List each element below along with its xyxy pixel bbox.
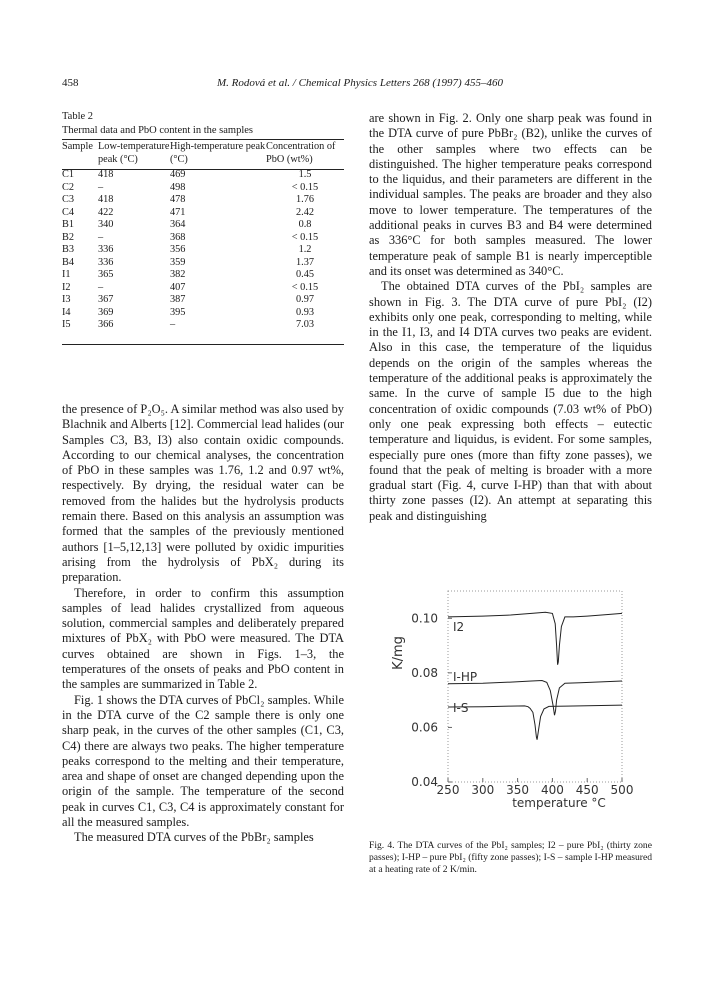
table-row — [62, 219, 344, 232]
table-row — [62, 169, 344, 182]
table-cell: 7.03 — [295, 319, 315, 330]
table-cell: 364 — [170, 219, 186, 230]
table-row — [62, 294, 344, 307]
table-row — [62, 282, 344, 295]
table-cell: B3 — [62, 244, 75, 255]
table-cell: 0.93 — [295, 306, 315, 318]
table-cell: 1.5 — [298, 169, 312, 180]
y-axis-label: K/mg — [391, 636, 406, 670]
column-header: Sample — [62, 141, 93, 152]
x-tick-label: 500 — [610, 783, 634, 797]
table-cell: 418 — [98, 169, 114, 180]
table-cell: C1 — [62, 169, 75, 180]
x-tick-label: 250 — [436, 783, 460, 797]
thermal-data-table — [62, 139, 344, 332]
table-cell: I4 — [62, 306, 71, 318]
running-head: M. Rodová et al. / Chemical Physics Letters 268 (1997) 455–460 — [217, 77, 503, 89]
table-row — [62, 269, 344, 282]
paragraph: The obtained DTA curves of the PbI₂ samples are shown in Fig. 3. The DTA curve of pure PbI₂ (I2) exhibits only one peak, corresponding to melting, while in the I1, I3, and I4 DTA curves two peaks are evident. Also in this case, the temperature of the liquidus depends on the origin of the samples whereas the temperature of the additional peaks is approximately the same. In the curve of sample I5 due to the high concentration of oxidic compounds (7.03 wt% of PbO) only one peak expressing both effects – eutectic temperature and liquidus, is evident. For some samples, especially pure ones (more than fifty zone passes), we found that the peak of melting is broader with a more gradual start (Fig. 4, curve I-HP) than that with about thirty zone passes (I2). An attempt at separating this peak and distinguishing — [369, 279, 652, 523]
series-label: I2 — [453, 619, 465, 634]
y-tick-label: 0.04 — [411, 775, 438, 789]
table-cell: < 0.15 — [291, 281, 319, 293]
series-label: I-S — [453, 700, 469, 715]
table-cell: 471 — [170, 206, 186, 218]
x-tick-label: 450 — [575, 783, 599, 797]
table-cell: B1 — [62, 219, 75, 230]
table-cell: 0.8 — [298, 219, 312, 230]
table-cell: 356 — [170, 244, 186, 255]
table-cell: – — [170, 319, 176, 330]
table-cell: 336 — [98, 256, 114, 268]
table-row — [62, 244, 344, 257]
table-row — [62, 257, 344, 270]
table-cell: C4 — [62, 206, 75, 218]
table-cell: 422 — [98, 206, 114, 218]
table-cell: 0.97 — [295, 294, 315, 305]
series-line-i-s — [448, 705, 622, 740]
paragraph: the presence of P₂O₅. A similar method was also used by Blachnik and Alberts [12]. Commercial lead halides (our Samples C3, B3, I3) also contain oxidic compounds. According to our chemical analyses, the concentration of PbO in these samples was 1.76, 1.2 and 0.97 wt%, respectively. By drying, the residual water can be removed from the halides but the hydrolysis products remain there. Based on this analysis an assumption was formed that the samples of the previously mentioned authors [1–5,12,13] were polluted by oxidic impurities arising from the hydrolysis of PbX₂ during its preparation. — [62, 402, 344, 585]
table-row — [62, 232, 344, 245]
series-label: I-HP — [453, 669, 478, 684]
table-cell: B2 — [62, 231, 75, 243]
table-cell: 407 — [170, 281, 186, 293]
table-cell: 1.76 — [295, 194, 315, 205]
table-body — [62, 169, 344, 332]
column-header: Concentration of PbO (wt%) — [266, 141, 336, 165]
column-header: High-temperature peak (°C) — [170, 141, 266, 165]
table-cell: 478 — [170, 194, 186, 205]
table-caption: Thermal data and PbO content in the samples — [62, 125, 253, 136]
table-cell: C2 — [62, 181, 75, 193]
table-cell: 366 — [98, 319, 114, 330]
table-label: Table 2 — [62, 111, 94, 122]
table-row — [62, 307, 344, 320]
table-cell: 367 — [98, 294, 114, 305]
table-row — [62, 319, 344, 332]
table-cell: B4 — [62, 256, 75, 268]
table-cell: 359 — [170, 256, 186, 268]
table-cell: < 0.15 — [291, 231, 319, 243]
table-cell: – — [98, 281, 104, 293]
table-cell: – — [98, 181, 104, 193]
dta-curves-figure — [369, 585, 652, 810]
table-cell: 498 — [170, 181, 186, 193]
paragraph: are shown in Fig. 2. Only one sharp peak was found in the DTA curve of pure PbBr₂ (B2), unlike the curves of the other samples where two effects can be distinguished. The higher temperature peaks correspond to the liquidus, and their parameters are different in the individual samples. The peaks are broader and they also move to lower temperature. The temperatures of the additional peaks in curves B3 and B4 were determined as 336°C for both samples measured. The lower temperature peak of sample B1 is nearly imperceptible and its onset was determined as 340°C. — [369, 111, 652, 278]
table-cell: 368 — [170, 231, 186, 243]
column-header: Low-temperature peak (°C) — [98, 141, 170, 165]
x-tick-label: 350 — [506, 783, 530, 797]
series-line-i2 — [448, 612, 622, 664]
table-cell: 1.37 — [295, 256, 315, 268]
table-cell: I1 — [62, 269, 71, 280]
x-axis — [437, 778, 634, 797]
y-tick-label: 0.08 — [411, 665, 438, 680]
x-tick-label: 400 — [540, 783, 564, 797]
right-column-text — [369, 111, 652, 524]
table-cell: 369 — [98, 306, 114, 318]
table-cell: I3 — [62, 294, 71, 305]
y-tick-label: 0.06 — [411, 720, 438, 735]
series-labels — [453, 620, 477, 715]
table-cell: 336 — [98, 244, 114, 255]
table-cell: I5 — [62, 319, 71, 330]
y-axis — [411, 611, 452, 789]
table-cell: 395 — [170, 306, 186, 318]
paragraph: The measured DTA curves of the PbBr₂ samples — [74, 830, 314, 845]
table-cell: 0.45 — [295, 269, 315, 280]
table-cell: – — [98, 231, 104, 243]
plot-frame — [448, 591, 622, 782]
left-column-text — [62, 402, 344, 846]
table-cell: < 0.15 — [291, 181, 319, 193]
table-cell: C3 — [62, 194, 75, 205]
paragraph: Therefore, in order to confirm this assumption samples of lead halides crystallized from aqueous solution, commercial samples and deliberately prepared mixtures of PbX₂ with PbO were measured. The DTA curves obtained are shown in Figs. 1–3, the temperatures of the onsets of peaks and PbO content in the samples are summarized in Table 2. — [62, 585, 344, 692]
table-row — [62, 182, 344, 195]
series-line-i-hp — [448, 681, 622, 716]
table-cell: 2.42 — [295, 206, 315, 218]
table-cell: 382 — [170, 269, 186, 280]
table-header-rule — [62, 169, 344, 170]
table-cell: 469 — [170, 169, 186, 180]
table-cell: I2 — [62, 281, 71, 293]
table-row — [62, 207, 344, 220]
paragraph: Fig. 1 shows the DTA curves of PbCl₂ samples. While in the DTA curve of the C2 sample there is only one sharp peak, in the curves of the other samples (C1, C3, C4) there are always two peaks. The higher temperature peaks correspond to the melting and their temperature, area and shape of onset are changed depending upon the origin of the sample. The temperature of the second peak in curves C1, C3, C4 is approximately constant for all the measured samples. — [62, 692, 344, 830]
table-cell: 340 — [98, 219, 114, 230]
table-row — [62, 194, 344, 207]
table-header-row — [62, 139, 344, 169]
x-axis-label: temperature °C — [512, 796, 606, 810]
table-cell: 418 — [98, 194, 114, 205]
figure-caption: Fig. 4. The DTA curves of the PbI₂ samples; I2 – pure PbI₂ (thirty zone passes); I-HP – pure PbI₂ (fifty zone passes); I-S – sample I-HP measured at a heating rate of 2 K/min. — [369, 840, 652, 875]
table-cell: 387 — [170, 294, 186, 305]
table-cell: 1.2 — [298, 244, 312, 255]
table-cell: 365 — [98, 269, 114, 280]
table-bottom-rule — [62, 344, 344, 345]
page-number: 458 — [62, 77, 79, 89]
y-tick-label: 0.10 — [411, 611, 438, 626]
x-tick-label: 300 — [471, 783, 495, 797]
